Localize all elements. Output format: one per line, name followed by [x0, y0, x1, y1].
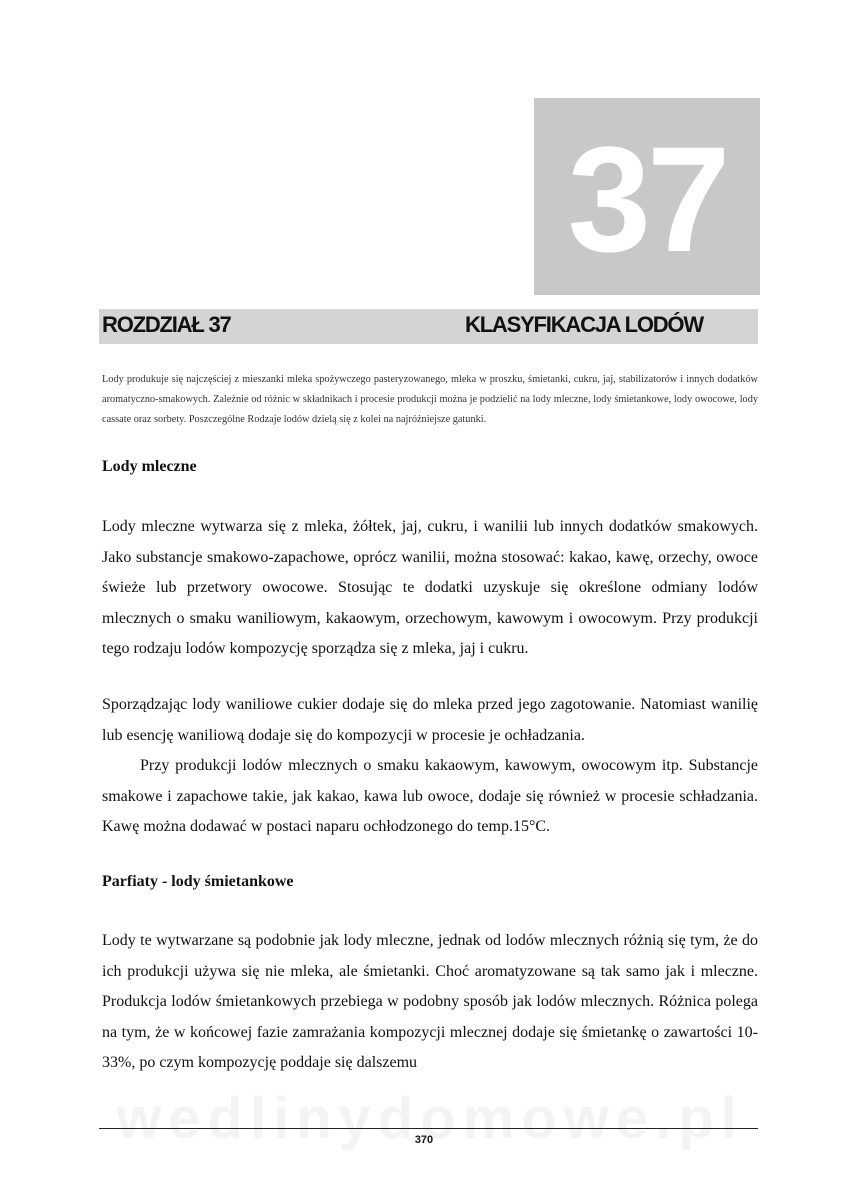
footer-rule	[99, 1128, 758, 1129]
section-heading-lody-mleczne: Lody mleczne	[102, 458, 197, 475]
chapter-header-bar	[99, 309, 758, 344]
intro-paragraph: Lody produkuje się najczęściej z mieszanki mleka spożywczego pasteryzowanego, mleka w proszku, śmietanki, cukru, jaj, stabilizatorów i innych dodatków aromatyczno-smakowych. Zależnie od różnic w składnikach i procesie produkcji można je podzielić na lody mleczne, lody śmietankowe, lody owocowe, lody cassate oraz sorbety. Poszczególne Rodzaje lodów dzielą się z kolei na najróżniejsze gatunki.	[102, 374, 758, 425]
body-paragraph: Lody mleczne wytwarza się z mleka, żółtek, jaj, cukru, i wanilii lub innych dodatków smakowych. Jako substancje smakowo-zapachowe, oprócz wanilii, można stosować: kakao, kawę, orzechy, owoce świeże lub przetwory owocowe. Stosując te dodatki uzyskuje się określone odmiany lodów mlecznych o smaku waniliowym, kakaowym, orzechowym, kawowym i owocowym. Przy produkcji tego rodzaju lodów kompozycję sporządza się z mleka, jaj i cukru.	[102, 518, 758, 657]
body-paragraph: Lody te wytwarzane są podobnie jak lody mleczne, jednak od lodów mlecznych różnią się tym, że do ich produkcji używa się nie mleka, ale śmietanki. Choć aromatyzowane są tak samo jak i mleczne. Produkcja lodów śmietankowych przebiega w podobny sposób jak lodów mlecznych. Różnica polega na tym, że w końcowej fazie zamrażania kompozycji mlecznej dodaje się śmietankę o zawartości 10-33%, po czym kompozycję poddaje się dalszemu	[102, 932, 758, 1071]
chapter-number-block	[534, 98, 760, 295]
page-number: 370	[414, 1134, 434, 1146]
chapter-number: 37	[567, 114, 727, 283]
chapter-title: KLASYFIKACJA LODÓW	[465, 312, 703, 337]
chapter-label: ROZDZIAŁ 37	[102, 312, 231, 337]
body-paragraph: Przy produkcji lodów mlecznych o smaku kakaowym, kawowym, owocowym itp. Substancje smakowe i zapachowe takie, jak kakao, kawa lub owoce, dodaje się również w procesie schładzania. Kawę można dodawać w postaci naparu ochłodzonego do temp.15°C.	[102, 757, 758, 835]
body-paragraph: Sporządzając lody waniliowe cukier dodaje się do mleka przed jego zagotowanie. Natomiast wanilię lub esencję waniliową dodaje się do kompozycji w procesie je ochładzania.	[102, 696, 758, 744]
section-heading-parfiaty: Parfiaty - lody śmietankowe	[102, 873, 294, 890]
